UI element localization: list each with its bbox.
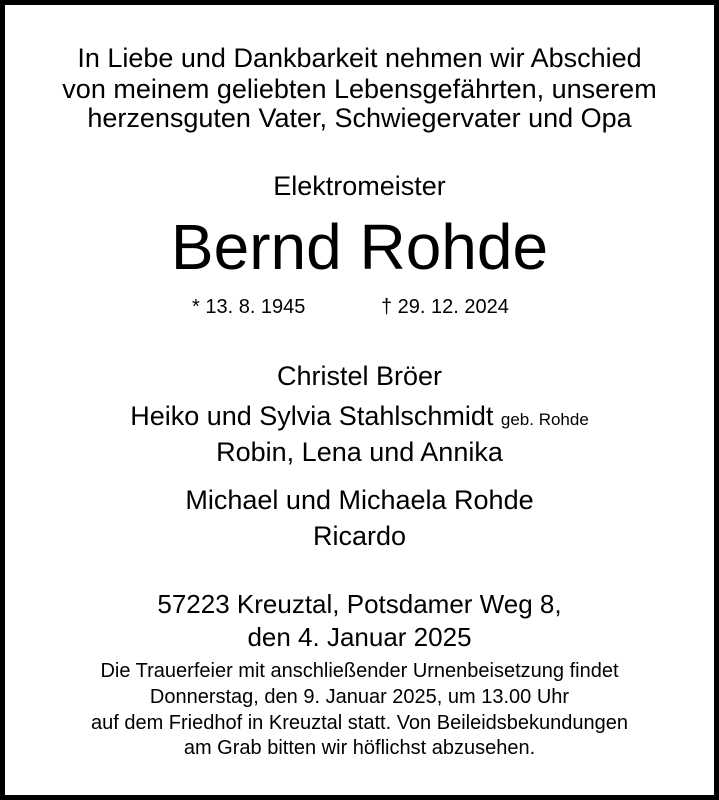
ceremony-info-line-4: am Grab bitten wir höflichst abzusehen. [183,737,536,759]
deceased-title: Elektromeister [273,171,446,201]
family-member-5: Ricardo [312,521,407,551]
family-member-2-maiden-name: geb. Rohde [500,410,589,429]
intro-line-3: herzensguten Vater, Schwiegervater und Opa [87,103,632,133]
deceased-name: Bernd Rohde [170,211,549,283]
ceremony-info-line-2: Donnerstag, den 9. Januar 2025, um 13.00 Uhr [149,686,570,708]
death-date: † 29. 12. 2024 [381,296,509,318]
ceremony-info-line-1: Die Trauerfeier mit anschließender Urnenbeisetzung findet [100,660,619,682]
family-member-1: Christel Bröer [276,361,443,391]
birth-date: * 13. 8. 1945 [192,296,306,318]
date-line: den 4. Januar 2025 [247,622,472,652]
family-member-4: Michael und Michaela Rohde [185,485,534,515]
address-line: 57223 Kreuztal, Potsdamer Weg 8, [157,589,562,619]
intro-line-1: In Liebe und Dankbarkeit nehmen wir Abschied [77,43,642,73]
family-member-3: Robin, Lena und Annika [216,437,503,467]
family-member-2-name: Heiko und Sylvia Stahlschmidt [130,401,494,431]
family-member-2 [5,403,714,430]
ceremony-info-line-3: auf dem Friedhof in Kreuztal statt. Von Beileidsbekundungen [90,712,628,734]
intro-line-2: von meinem geliebten Lebensgefährten, unserem [62,74,657,104]
